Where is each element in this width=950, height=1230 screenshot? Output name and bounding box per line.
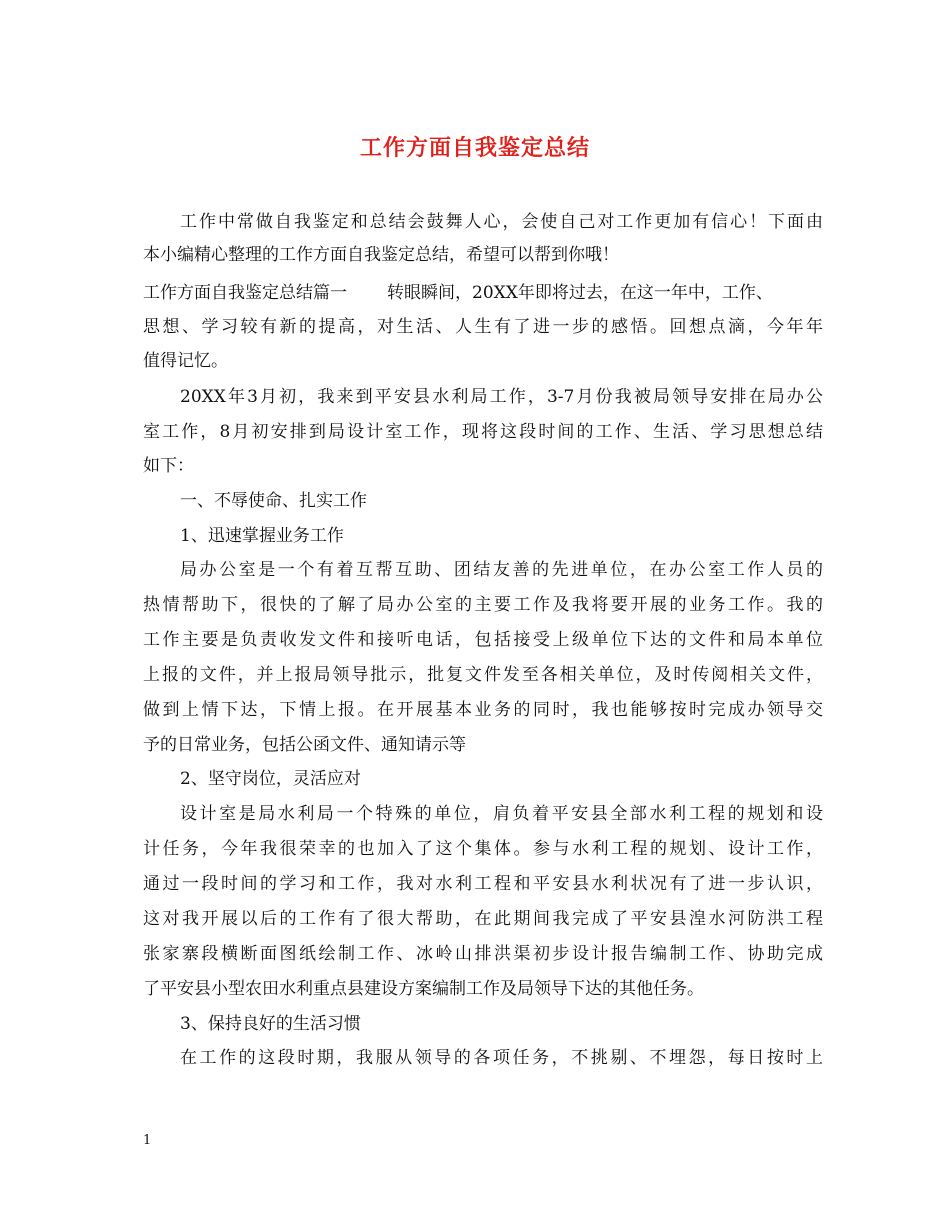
paragraph-line: 工作主要是负责收发文件和接听电话，包括接受上级单位下达的文件和局本单位 — [143, 630, 823, 650]
paragraph-text: 转眼瞬间，20XX年即将过去，在这一年中，工作、 — [387, 283, 773, 303]
paragraph-line: 这对我开展以后的工作有了很大帮助，在此期间我完成了平安县湟水河防洪工程 — [143, 909, 823, 929]
paragraph-line: 如下： — [143, 456, 194, 476]
paragraph-line: 上报的文件，并上报局领导批示，批复文件发至各相关单位，及时传阅相关文件， — [143, 665, 823, 685]
paragraph-line: 室工作，8月初安排到局设计室工作，现将这段时间的工作、生活、学习思想总结 — [143, 422, 823, 442]
subsection-heading: 3、保持良好的生活习惯 — [180, 1014, 361, 1034]
paragraph-line: 本小编精心整理的工作方面自我鉴定总结，希望可以帮到你哦！ — [143, 245, 619, 265]
paragraph-line: 值得记忆。 — [143, 351, 228, 371]
paragraph-line: 计任务，今年我很荣幸的也加入了这个集体。参与水利工程的规划、设计工作， — [143, 839, 823, 859]
paragraph-line: 通过一段时间的学习和工作，我对水利工程和平安县水利状况有了进一步认识， — [143, 874, 823, 894]
paragraph-line: 了平安县小型农田水利重点县建设方案编制工作及局领导下达的其他任务。 — [143, 979, 704, 999]
document-title: 工作方面自我鉴定总结 — [359, 135, 590, 161]
paragraph-line: 予的日常业务，包括公函文件、通知请示等 — [143, 735, 466, 755]
paragraph-line: 思想、学习较有新的提高，对生活、人生有了进一步的感悟。回想点滴，今年年 — [143, 317, 823, 337]
paragraph-line — [143, 282, 823, 304]
paragraph-line: 设计室是局水利局一个特殊的单位，肩负着平安县全部水利工程的规划和设 — [180, 804, 823, 824]
subsection-heading: 2、坚守岗位，灵活应对 — [180, 769, 361, 789]
section-heading: 一、不辱使命、扎实工作 — [180, 491, 367, 511]
page-number: 1 — [143, 1133, 152, 1148]
paragraph-line: 局办公室是一个有着互帮互助、团结友善的先进单位，在办公室工作人员的 — [180, 560, 823, 580]
paragraph-line: 热情帮助下，很快的了解了局办公室的主要工作及我将要开展的业务工作。我的 — [143, 595, 823, 615]
paragraph-line: 20XX年3月初，我来到平安县水利局工作，3-7月份我被局领导安排在局办公 — [180, 387, 823, 407]
section-label: 工作方面自我鉴定总结篇一 — [143, 283, 347, 303]
paragraph-line: 做到上情下达，下情上报。在开展基本业务的同时，我也能够按时完成办领导交 — [143, 700, 823, 720]
paragraph-line: 张家寨段横断面图纸绘制工作、冰岭山排洪渠初步设计报告编制工作、协助完成 — [143, 944, 823, 964]
paragraph-line: 工作中常做自我鉴定和总结会鼓舞人心，会使自己对工作更加有信心！下面由 — [180, 212, 823, 232]
paragraph-line: 在工作的这段时期，我服从领导的各项任务，不挑剔、不埋怨，每日按时上 — [180, 1048, 823, 1068]
subsection-heading: 1、迅速掌握业务工作 — [180, 526, 344, 546]
